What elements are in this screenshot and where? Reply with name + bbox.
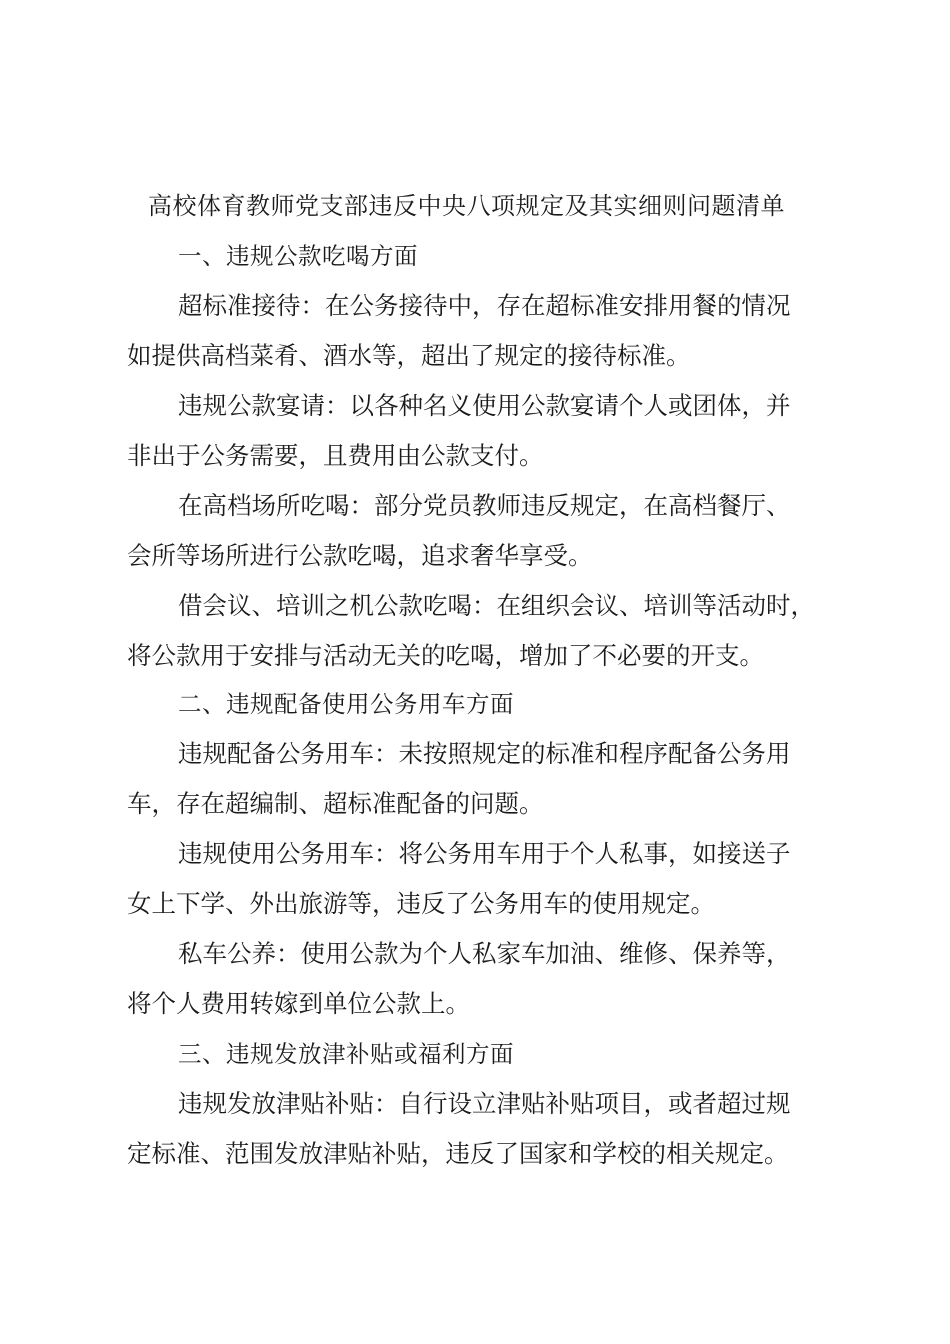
paragraph-line: 非出于公务需要，且费用由公款支付。 bbox=[127, 441, 544, 470]
paragraph-line: 借会议、培训之机公款吃喝：在组织会议、培训等活动时， bbox=[178, 591, 815, 620]
paragraph-line: 私车公养：使用公款为个人私家车加油、维修、保养等， bbox=[178, 939, 791, 968]
paragraph-line: 违规配备公务用车：未按照规定的标准和程序配备公务用 bbox=[178, 739, 791, 768]
paragraph-line: 如提供高档菜肴、酒水等，超出了规定的接待标准。 bbox=[127, 341, 691, 370]
paragraph-line: 将公款用于安排与活动无关的吃喝，增加了不必要的开支。 bbox=[127, 641, 764, 670]
paragraph-line: 车，存在超编制、超标准配备的问题。 bbox=[127, 789, 544, 818]
section-heading-1: 一、违规公款吃喝方面 bbox=[178, 242, 418, 270]
paragraph-line: 会所等场所进行公款吃喝，追求奢华享受。 bbox=[127, 541, 593, 570]
paragraph-line: 定标准、范围发放津贴补贴，违反了国家和学校的相关规定。 bbox=[127, 1139, 789, 1168]
paragraph-line: 女上下学、外出旅游等，违反了公务用车的使用规定。 bbox=[127, 889, 715, 918]
paragraph-line: 违规公款宴请：以各种名义使用公款宴请个人或团体，并 bbox=[178, 391, 791, 420]
paragraph-line: 违规使用公务用车：将公务用车用于个人私事，如接送子 bbox=[178, 839, 791, 868]
section-heading-2: 二、违规配备使用公务用车方面 bbox=[178, 690, 514, 718]
paragraph-line: 将个人费用转嫁到单位公款上。 bbox=[127, 989, 470, 1018]
paragraph-line: 违规发放津贴补贴：自行设立津贴补贴项目，或者超过规 bbox=[178, 1089, 791, 1118]
document-title: 高校体育教师党支部违反中央八项规定及其实细则问题清单 bbox=[148, 192, 785, 220]
paragraph-line: 在高档场所吃喝：部分党员教师违反规定，在高档餐厅、 bbox=[178, 491, 791, 520]
paragraph-line: 超标准接待：在公务接待中，存在超标准安排用餐的情况 bbox=[178, 291, 791, 320]
section-heading-3: 三、违规发放津补贴或福利方面 bbox=[178, 1040, 514, 1068]
